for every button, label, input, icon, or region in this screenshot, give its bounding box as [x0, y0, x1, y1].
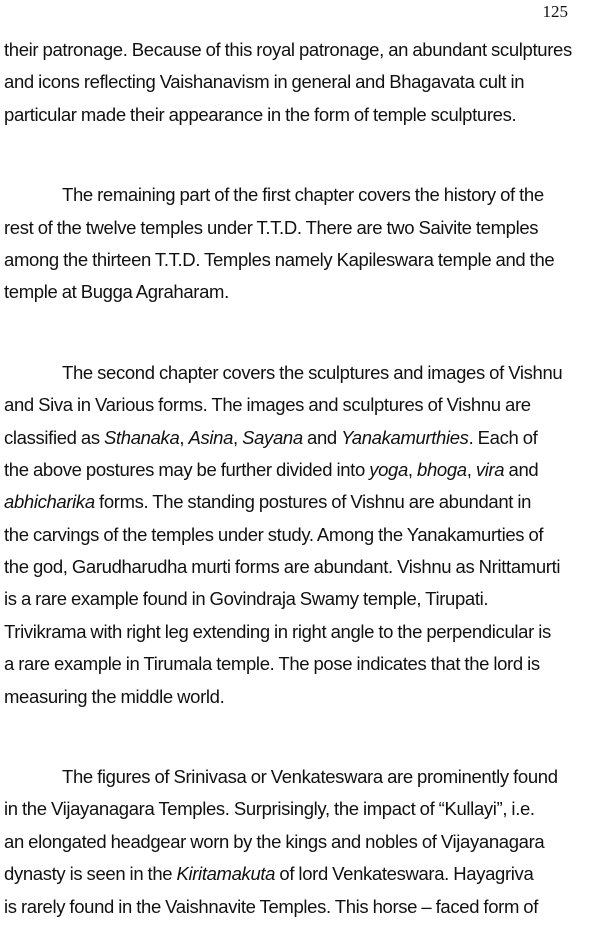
italic-term: Sthanaka — [104, 426, 180, 448]
text-line: is rarely found in the Vaishnavite Temples. This horse – faced form of — [4, 895, 539, 917]
paragraph-4 — [4, 761, 598, 923]
text-line: the carvings of the temples under study. Among the Yanakamurties of — [4, 523, 544, 545]
text-line: their patronage. Because of this royal patronage, an abundant sculptures — [4, 39, 572, 60]
text-line: an elongated headgear worn by the kings and nobles of Vijayanagara — [4, 830, 545, 852]
text-line: among the thirteen T.T.D. Temples namely Kapileswara temple and the — [4, 248, 555, 270]
italic-term: yoga — [369, 458, 408, 480]
text-line: The figures of Srinivasa or Venkateswara are prominently found — [62, 766, 558, 788]
text-line: and icons reflecting Vaishanavism in general and Bhagavata cult in — [4, 71, 525, 93]
text-line: a rare example in Tirumala temple. The pose indicates that the lord is — [4, 653, 540, 675]
italic-term: Yanakamurthies — [341, 426, 469, 448]
text-line: the god, Garudharudha murti forms are abundant. Vishnu as Nrittamurti — [4, 556, 561, 578]
italic-term: bhoga — [417, 458, 467, 480]
page-number: 125 — [542, 2, 568, 21]
italic-term: Sayana — [242, 426, 303, 448]
italic-term: vira — [475, 458, 505, 480]
text-line: measuring the middle world. — [4, 685, 225, 707]
text-line: and Siva in Various forms. The images and sculptures of Vishnu are — [4, 394, 531, 416]
text-line: rest of the twelve temples under T.T.D. There are two Saivite temples — [4, 216, 539, 238]
text-line: Trivikrama with right leg extending in right angle to the perpendicular is — [4, 620, 551, 642]
paragraph-3 — [4, 357, 598, 713]
italic-term: Kiritamakuta — [176, 863, 276, 885]
text-line: The second chapter covers the sculptures and images of Vishnu — [62, 361, 563, 383]
text-line: particular made their appearance in the form of temple sculptures. — [4, 103, 517, 125]
text-line: the above postures may be further divided into yoga, bhoga, vira and — [4, 458, 539, 480]
text-line: in the Vijayanagara Temples. Surprisingly, the impact of “Kullayi”, i.e. — [4, 798, 535, 820]
text-line: The remaining part of the first chapter covers the history of the — [62, 184, 544, 206]
text-line: classified as Sthanaka, Asina, Sayana and Yanakamurthies. Each of — [4, 426, 538, 448]
text-line: abhicharika forms. The standing postures of Vishnu are abundant in — [4, 491, 532, 513]
text-line: is a rare example found in Govindraja Swamy temple, Tirupati. — [4, 588, 489, 610]
italic-term: Asina — [188, 426, 234, 448]
italic-term: abhicharika — [4, 491, 95, 513]
text-line: temple at Bugga Agraharam. — [4, 281, 229, 303]
paragraph-1 — [4, 34, 598, 131]
paragraph-2 — [4, 179, 598, 309]
body-text — [4, 34, 598, 923]
text-line: dynasty is seen in the Kiritamakuta of lord Venkateswara. Hayagriva — [4, 863, 534, 885]
